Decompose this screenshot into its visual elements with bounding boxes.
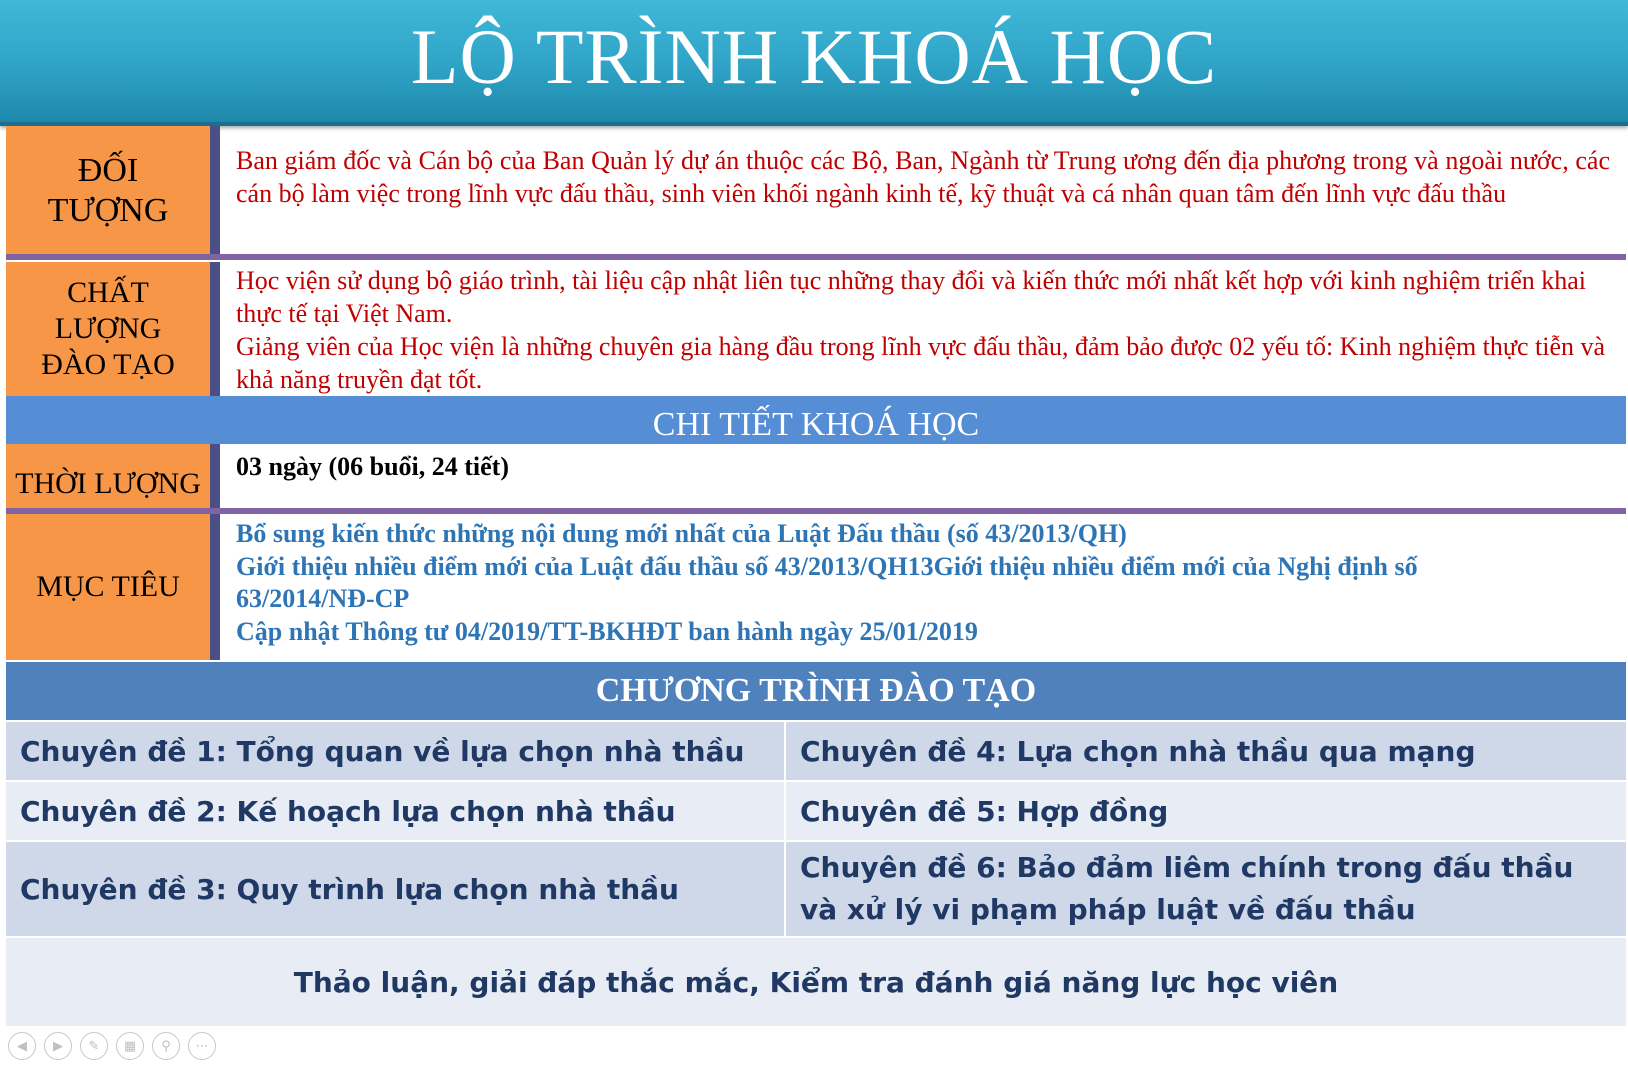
- muc-tieu-item: Giới thiệu nhiều điểm mới của Luật đấu thầu số 43/2013/QH13Giới thiệu nhiều điểm mới của Nghị định số 63/2014/NĐ-CP: [236, 551, 1418, 613]
- vertical-divider: [210, 126, 220, 256]
- row-muc-tieu: [6, 514, 1626, 660]
- vertical-divider: [210, 514, 220, 660]
- row-divider: [6, 254, 1626, 260]
- topic-cell: Chuyên đề 1: Tổng quan về lựa chọn nhà thầu: [6, 722, 784, 780]
- label-chat-luong: CHẤT LƯỢNG ĐÀO TẠO: [6, 262, 210, 396]
- next-icon[interactable]: ▶: [44, 1032, 72, 1060]
- muc-tieu-list: [226, 514, 1620, 660]
- thoi-luong-text: 03 ngày (06 buổi, 24 tiết): [236, 452, 509, 481]
- vertical-divider: [210, 262, 220, 396]
- doi-tuong-text: Ban giám đốc và Cán bộ của Ban Quản lý dự án thuộc các Bộ, Ban, Ngành từ Trung ương đến địa phương trong và ngoài nước, các cán bộ làm việc trong lĩnh vực đấu thầu, sinh viên khối ngành kinh tế, kỹ thuật và cá nhân quan tâm đến lĩnh vực đấu thầu: [236, 146, 1610, 208]
- chat-luong-text: [226, 262, 1620, 396]
- topic-cell: Chuyên đề 6: Bảo đảm liêm chính trong đấu thầu và xử lý vi phạm pháp luật về đấu thầu: [786, 842, 1626, 936]
- chat-luong-para-1: Học viện sử dụng bộ giáo trình, tài liệu cập nhật liên tục những thay đổi và kiến thức mới nhất kết hợp với kinh nghiệm triển khai thực tế tại Việt Nam.: [236, 266, 1587, 328]
- chat-luong-para-2: Giảng viên của Học viện là những chuyên gia hàng đầu trong lĩnh vực đấu thầu, đảm bảo được 02 yếu tố: Kinh nghiệm thực tiễn và khả năng truyền đạt tốt.: [236, 332, 1606, 394]
- slideshow-toolbar: [8, 1032, 216, 1060]
- title-banner: [0, 0, 1628, 126]
- topic-cell: Chuyên đề 5: Hợp đồng: [786, 782, 1626, 840]
- topic-cell: Chuyên đề 2: Kế hoạch lựa chọn nhà thầu: [6, 782, 784, 840]
- muc-tieu-item: Bổ sung kiến thức những nội dung mới nhất của Luật Đấu thầu (số 43/2013/QH): [236, 519, 1127, 548]
- label-thoi-luong: THỜI LƯỢNG: [6, 444, 210, 510]
- vertical-divider: [210, 444, 220, 510]
- slides-icon[interactable]: ▦: [116, 1032, 144, 1060]
- slide-title: LỘ TRÌNH KHOÁ HỌC: [410, 13, 1218, 100]
- more-icon[interactable]: ⋯: [188, 1032, 216, 1060]
- program-footer: Thảo luận, giải đáp thắc mắc, Kiểm tra đánh giá năng lực học viên: [6, 938, 1626, 1026]
- prev-icon[interactable]: ◀: [8, 1032, 36, 1060]
- row-chat-luong: [6, 262, 1626, 396]
- row-doi-tuong: [6, 126, 1626, 256]
- row-thoi-luong: [6, 444, 1626, 510]
- topic-cell: Chuyên đề 4: Lựa chọn nhà thầu qua mạng: [786, 722, 1626, 780]
- topic-cell: Chuyên đề 3: Quy trình lựa chọn nhà thầu: [6, 842, 784, 936]
- section-bar-chi-tiet: CHI TIẾT KHOÁ HỌC: [6, 396, 1626, 444]
- section-bar-chuong-trinh: CHƯƠNG TRÌNH ĐÀO TẠO: [6, 662, 1626, 720]
- program-table: [6, 722, 1626, 1070]
- zoom-icon[interactable]: ⚲: [152, 1032, 180, 1060]
- label-muc-tieu: MỤC TIÊU: [6, 514, 210, 660]
- pen-icon[interactable]: ✎: [80, 1032, 108, 1060]
- label-doi-tuong: ĐỐI TƯỢNG: [6, 126, 210, 256]
- muc-tieu-item: Cập nhật Thông tư 04/2019/TT-BKHĐT ban hành ngày 25/01/2019: [236, 616, 978, 646]
